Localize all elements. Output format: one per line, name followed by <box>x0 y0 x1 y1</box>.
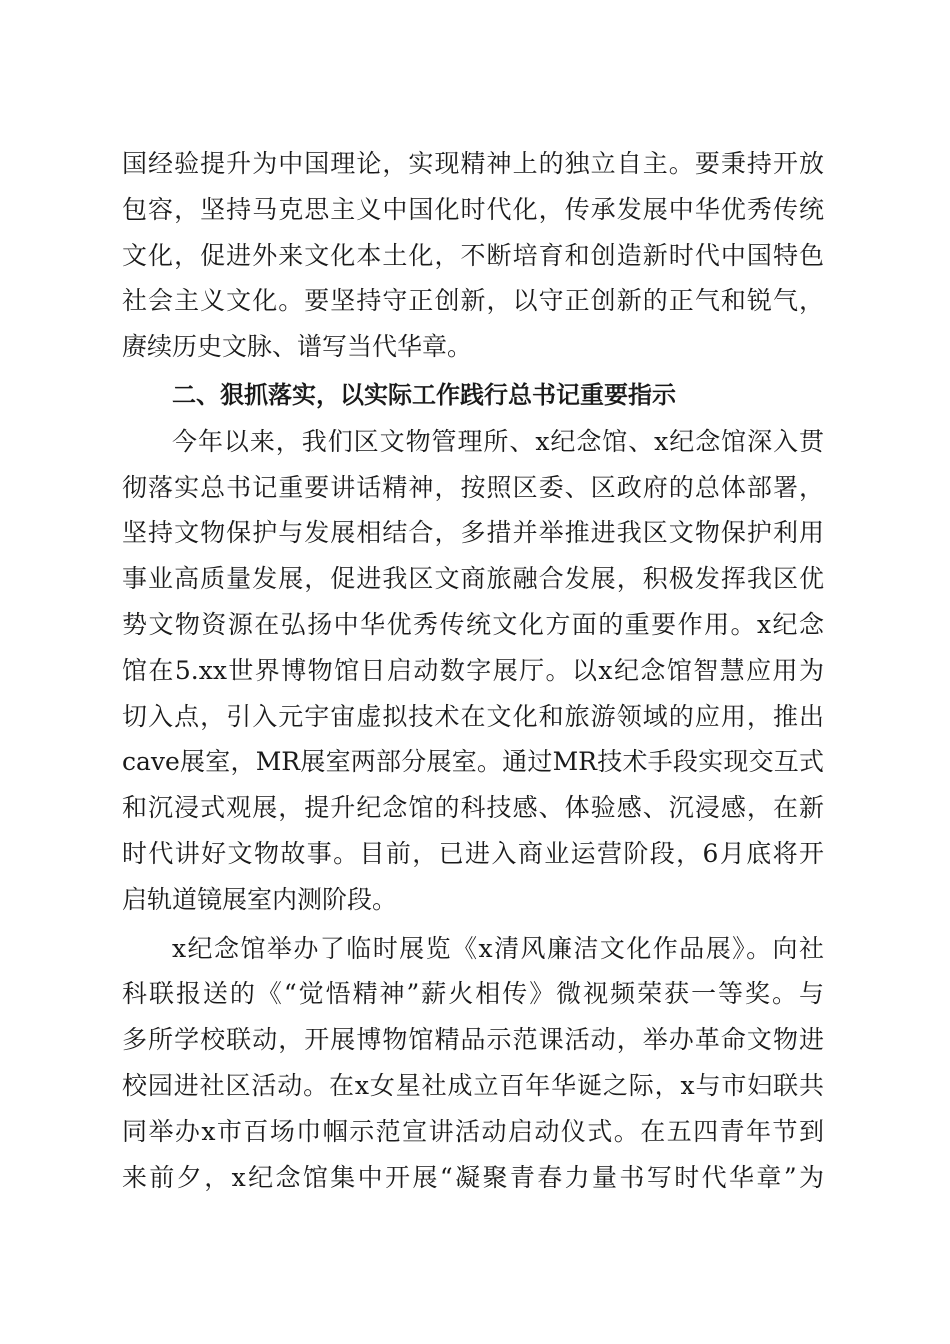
paragraph-line: 来前夕，x纪念馆集中开展“凝聚青春力量书写时代华章”为 <box>122 1162 824 1192</box>
paragraph-line: cave展室，MR展室两部分展室。通过MR技术手段实现交互式 <box>122 747 824 777</box>
paragraph-line: x纪念馆举办了临时展览《x清风廉洁文化作品展》。向社 <box>172 933 824 963</box>
paragraph-line: 国经验提升为中国理论，实现精神上的独立自主。要秉持开放 <box>122 149 824 178</box>
paragraph-line: 启轨道镜展室内测阶段。 <box>122 884 398 914</box>
paragraph-line: 赓续历史文脉、谱写当代华章。 <box>122 332 473 362</box>
paragraph-line: 社会主义文化。要坚持守正创新，以守正创新的正气和锐气， <box>122 286 824 316</box>
section-heading: 二、狠抓落实，以实际工作践行总书记重要指示 <box>172 380 676 409</box>
paragraph-line: 多所学校联动，开展博物馆精品示范课活动，举办革命文物进 <box>122 1025 824 1055</box>
paragraph-3 <box>122 926 824 1201</box>
paragraph-line: 包容，坚持马克思主义中国化时代化，传承发展中华优秀传统 <box>122 194 824 224</box>
paragraph-line: 坚持文物保护与发展相结合，多措并举推进我区文物保护利用 <box>122 518 824 548</box>
paragraph-line: 馆在5.xx世界博物馆日启动数字展厅。以x纪念馆智慧应用为 <box>122 655 824 685</box>
paragraph-2 <box>122 419 824 923</box>
section-heading-wrap <box>122 373 824 419</box>
paragraph-line: 科联报送的《“觉悟精神”薪火相传》微视频荣获一等奖。与 <box>122 979 824 1009</box>
paragraph-line: 切入点，引入元宇宙虚拟技术在文化和旅游领域的应用，推出 <box>122 701 824 731</box>
paragraph-line: 校园进社区活动。在x女星社成立百年华诞之际，x与市妇联共 <box>122 1070 824 1100</box>
document-body <box>122 141 824 1200</box>
paragraph-line: 事业高质量发展，促进我区文商旅融合发展，积极发挥我区优 <box>122 564 824 594</box>
paragraph-line: 势文物资源在弘扬中华优秀传统文化方面的重要作用。x纪念 <box>122 609 824 639</box>
paragraph-line: 时代讲好文物故事。目前，已进入商业运营阶段，6月底将开 <box>122 838 824 868</box>
paragraph-1 <box>122 141 824 370</box>
paragraph-line: 彻落实总书记重要讲话精神，按照区委、区政府的总体部署， <box>122 472 824 502</box>
paragraph-line: 今年以来，我们区文物管理所、x纪念馆、x纪念馆深入贯 <box>172 426 824 456</box>
paragraph-line: 同举办x市百场巾帼示范宣讲活动启动仪式。在五四青年节到 <box>122 1116 824 1146</box>
paragraph-line: 文化，促进外来文化本土化，不断培育和创造新时代中国特色 <box>122 240 824 270</box>
paragraph-line: 和沉浸式观展，提升纪念馆的科技感、体验感、沉浸感，在新 <box>122 793 824 823</box>
